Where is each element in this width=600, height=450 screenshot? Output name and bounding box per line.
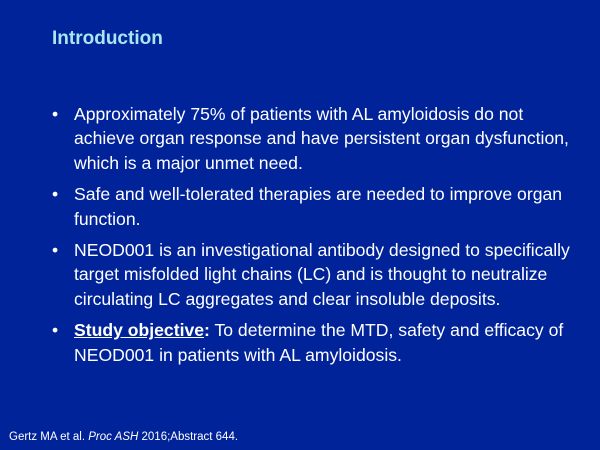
study-objective-text: To determine the MTD, safety and efficacy of NEOD001 in patients with AL amyloidosis. [74, 320, 564, 365]
bullet-item [52, 238, 582, 311]
citation-authors: Gertz MA et al. [9, 431, 89, 443]
citation-footnote [9, 431, 238, 443]
slide-title: Introduction [52, 28, 163, 49]
study-objective-label: Study objective [74, 320, 205, 341]
bullet-text: Safe and well-tolerated therapies are needed to improve organ function. [74, 184, 563, 229]
citation-journal: Proc ASH [88, 431, 139, 443]
bullet-icon: • [52, 184, 59, 205]
bullet-text: Approximately 75% of patients with AL amyloidosis do not achieve organ response and have persistent organ dysfunction, which is a major unmet need. [74, 104, 569, 173]
bullet-list [52, 102, 582, 374]
objective-bullet [52, 318, 582, 367]
bullet-icon: • [52, 240, 59, 261]
study-objective-colon: : [204, 320, 210, 341]
citation-details: 2016;Abstract 644. [138, 431, 239, 443]
bullet-item [52, 182, 582, 231]
bullet-icon: • [52, 104, 59, 124]
bullet-item [52, 102, 582, 175]
bullet-text: NEOD001 is an investigational antibody designed to specifically target misfolded light chains (LC) and is thought to neutralize circulating LC aggregates and clear insoluble deposits. [74, 240, 570, 309]
bullet-icon: • [52, 320, 59, 341]
